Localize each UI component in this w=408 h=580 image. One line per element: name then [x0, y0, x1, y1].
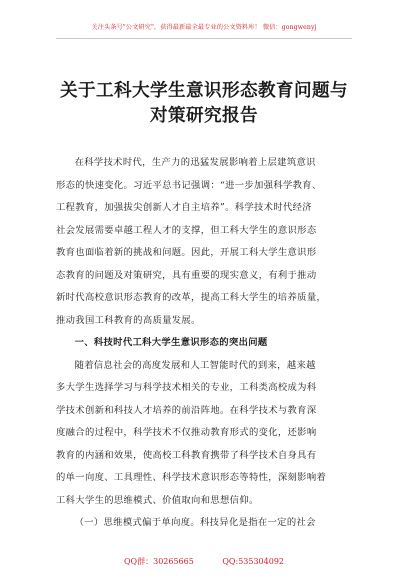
text-line: 教育也面临着新的挑战和问题。因此，开展工科大学生意识形	[56, 247, 317, 258]
title-line: 对策研究报告	[150, 105, 258, 126]
paragraph-section1	[56, 355, 352, 513]
text-line: 工科大学生的思维模式、价值取向和思想信仰。	[56, 494, 259, 506]
text-line: 学技术创新和科技人才培养的前沿阵地。在科学技术与教育深	[56, 404, 317, 416]
section-heading: 一、科技时代工科大学生意识形态的突出问题	[74, 337, 268, 348]
subsection-line: （一）思维模式偏于单向度。科技异化是指在一定的社会	[74, 517, 316, 528]
title-line: 关于工科大学生意识形态教育问题与	[60, 80, 348, 101]
header-divider	[56, 38, 352, 39]
text-line: 工程教育，加强拔尖创新人才自主培养”。科学技术时代经济	[56, 202, 312, 213]
text-line: 推动我国工科教育的高质量发展。	[56, 314, 201, 326]
text-line: 态教育的问题及对策研究，具有重要的现实意义，有利于推动	[56, 269, 317, 281]
document-title	[0, 78, 408, 128]
text-line: 度融合的过程中，科学技术不仅推动教育形式的变化，还影响	[56, 427, 317, 438]
paragraph-intro	[56, 152, 352, 332]
text-line: 新时代高校意识形态教育的改革，提高工科大学生的培养质量，	[56, 292, 327, 303]
document-body	[56, 152, 352, 535]
text-line: 多大学生选择学习与科学技术相关的专业，工科类高校成为科	[56, 382, 317, 393]
qq-group-text: QQ群：30265665	[123, 557, 194, 566]
footer-contact	[0, 556, 408, 567]
text-line: 形态的快速变化。习近平总书记强调：“进一步加强科学教育、	[56, 179, 322, 191]
text-line: 随着信息社会的高度发展和人工智能时代的到来，越来越	[74, 359, 316, 371]
text-line: 社会发展需要卓越工程人才的支撑，但工科大学生的意识形态	[56, 224, 317, 236]
text-line: 在科学技术时代，生产力的迅猛发展影响着上层建筑意识	[74, 157, 316, 168]
text-line: 的单一向度、工具理性、科学技术意识形态等特性，深刻影响着	[56, 472, 327, 483]
text-line: 教育的内涵和效果，使高校工科教育携带了科学技术自身具有	[56, 449, 317, 461]
header-banner: 关注头条号"公文研究"，获得最新最全最专业的公文资料库！ 微信：gongwenyj	[91, 24, 317, 31]
qq-number-text: QQ:535304092	[222, 557, 284, 566]
